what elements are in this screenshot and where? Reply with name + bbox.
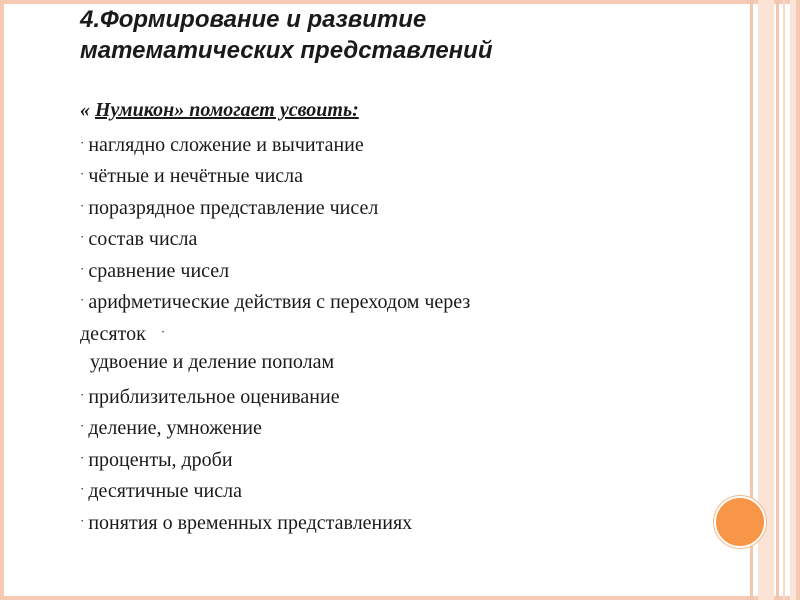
- open-quote: «: [80, 99, 95, 121]
- stripe: [790, 0, 796, 600]
- list-item-text: деление, умножение: [88, 417, 262, 439]
- list-item: [80, 347, 680, 379]
- bullet-icon: ·: [160, 323, 166, 339]
- list-item-text: проценты, дроби: [88, 448, 233, 471]
- bullet-icon: ·: [80, 229, 85, 244]
- list-item-text: чётные и нечётные числа: [88, 165, 304, 187]
- list-item-text: наглядно сложение и вычитание: [88, 133, 364, 156]
- bullet-icon: ·: [80, 481, 85, 496]
- list-item: [80, 284, 680, 316]
- list-item: [80, 410, 680, 442]
- bullet-icon: ·: [80, 512, 85, 528]
- list-item-text: десяток: [80, 322, 146, 345]
- bullet-icon: ·: [80, 449, 85, 465]
- list-item-text: десятичные числа: [88, 480, 242, 502]
- list-item: [80, 473, 680, 505]
- orange-circle-decoration: [714, 496, 766, 548]
- slide-subtitle: [80, 95, 680, 127]
- slide-title: 4.Формирование и развитие математических представлений: [80, 6, 493, 64]
- list-item-text: понятия о временных представлениях: [88, 511, 413, 534]
- list-item: [80, 442, 680, 474]
- list-item: [80, 379, 680, 411]
- bullet-icon: ·: [80, 260, 85, 276]
- list-item-text: сравнение чисел: [88, 259, 230, 282]
- list-item-text: приблизительное оценивание: [88, 385, 340, 408]
- bullet-icon: ·: [80, 292, 85, 307]
- list-item: [80, 127, 680, 159]
- subtitle-text: Нумикон» помогает усвоить:: [95, 99, 359, 121]
- list-item-text: удвоение и деление пополам: [90, 351, 335, 373]
- slide-body: [80, 95, 680, 536]
- bullet-icon: ·: [80, 197, 85, 213]
- list-item: [80, 158, 680, 190]
- list-item: [80, 253, 680, 285]
- bullet-icon: ·: [80, 134, 85, 150]
- stripe: [783, 0, 785, 600]
- bullet-icon: ·: [80, 166, 85, 181]
- bullet-icon: ·: [80, 386, 85, 402]
- stripe: [776, 0, 779, 600]
- list-item: [80, 505, 680, 537]
- list-item-wrapped: [80, 316, 680, 348]
- bullet-icon: ·: [80, 418, 85, 433]
- list-item-text: поразрядное представление чисел: [88, 196, 379, 219]
- list-item-text: состав числа: [88, 228, 198, 250]
- list-item: [80, 190, 680, 222]
- list-item-text: арифметические действия с переходом через: [88, 291, 471, 313]
- list-item: [80, 221, 680, 253]
